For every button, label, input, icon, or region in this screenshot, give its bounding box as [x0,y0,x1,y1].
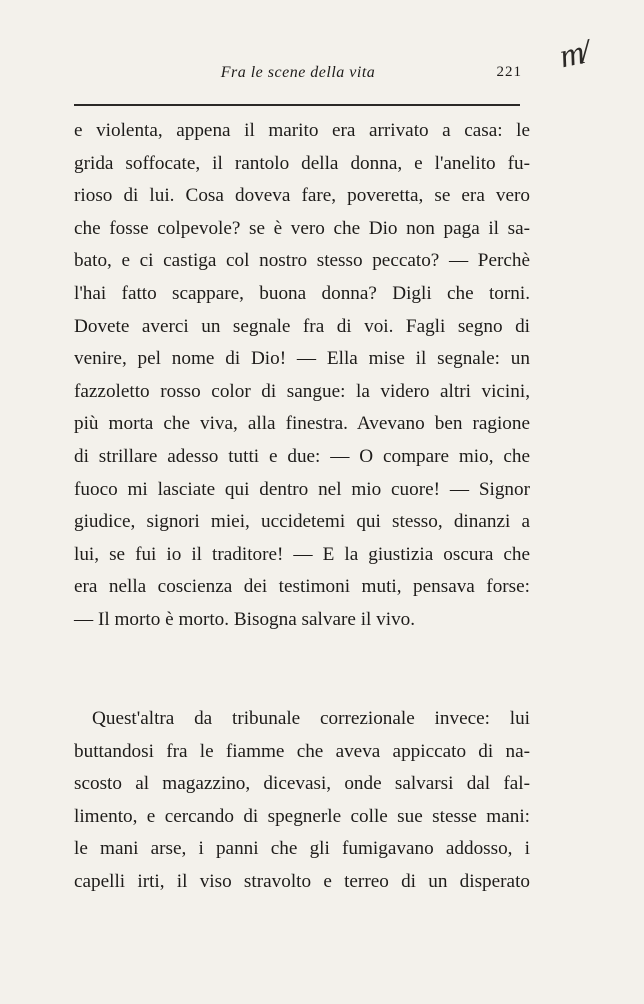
header-rule [74,104,520,106]
text-line: — Il morto è morto. Bisogna salvare il vivo. [74,608,416,630]
text-line: di strillare adesso tutti e due: — O compare mio, che [74,445,530,467]
text-line: capelli irti, il viso stravolto e terreo di un disperato [74,870,530,892]
text-line: limento, e cercando di spegnerle colle sue stesse mani: [74,805,530,827]
paragraph-2 [74,703,530,899]
text-line: venire, pel nome di Dio! — Ella mise il segnale: un [74,348,530,370]
text-line: giudice, signori miei, uccidetemi qui stesso, dinanzi a [74,511,530,533]
text-line: lui, se fui io il traditore! — E la giustizia oscura che [74,543,530,565]
paragraph-1 [74,115,530,637]
text-line: Quest'altra da tribunale correzionale invece: lui [92,708,530,729]
text-line: scosto al magazzino, dicevasi, onde salvarsi dal fal- [74,773,530,795]
text-line: bato, e ci castiga col nostro stesso peccato? — Perchè [74,250,530,272]
text-line: rioso di lui. Cosa doveva fare, poveretta, se era vero [74,185,530,207]
handwritten-mark: m/ [556,33,590,76]
text-line: e violenta, appena il marito era arrivato a casa: le [74,120,530,141]
text-line: l'hai fatto scappare, buona donna? Digli che torni. [74,282,530,304]
text-line: che fosse colpevole? se è vero che Dio non paga il sa- [74,217,530,239]
text-line: grida soffocate, il rantolo della donna, e l'anelito fu- [74,152,530,174]
text-line: Dovete averci un segnale fra di voi. Fagli segno di [74,315,530,337]
text-line: fuoco mi lasciate qui dentro nel mio cuore! — Signor [74,478,530,500]
text-line: fazzoletto rosso color di sangue: la videro altri vicini, [74,380,530,402]
running-head [74,64,522,88]
page-number: 221 [496,64,522,80]
running-title: Fra le scene della vita [220,64,376,81]
text-line: era nella coscienza dei testimoni muti, pensava forse: [74,576,530,598]
text-line: le mani arse, i panni che gli fumigavano addosso, i [74,838,530,860]
text-line: più morta che viva, alla finestra. Avevano ben ragione [74,413,530,435]
text-line: buttandosi fra le fiamme che aveva appiccato di na- [74,740,530,762]
